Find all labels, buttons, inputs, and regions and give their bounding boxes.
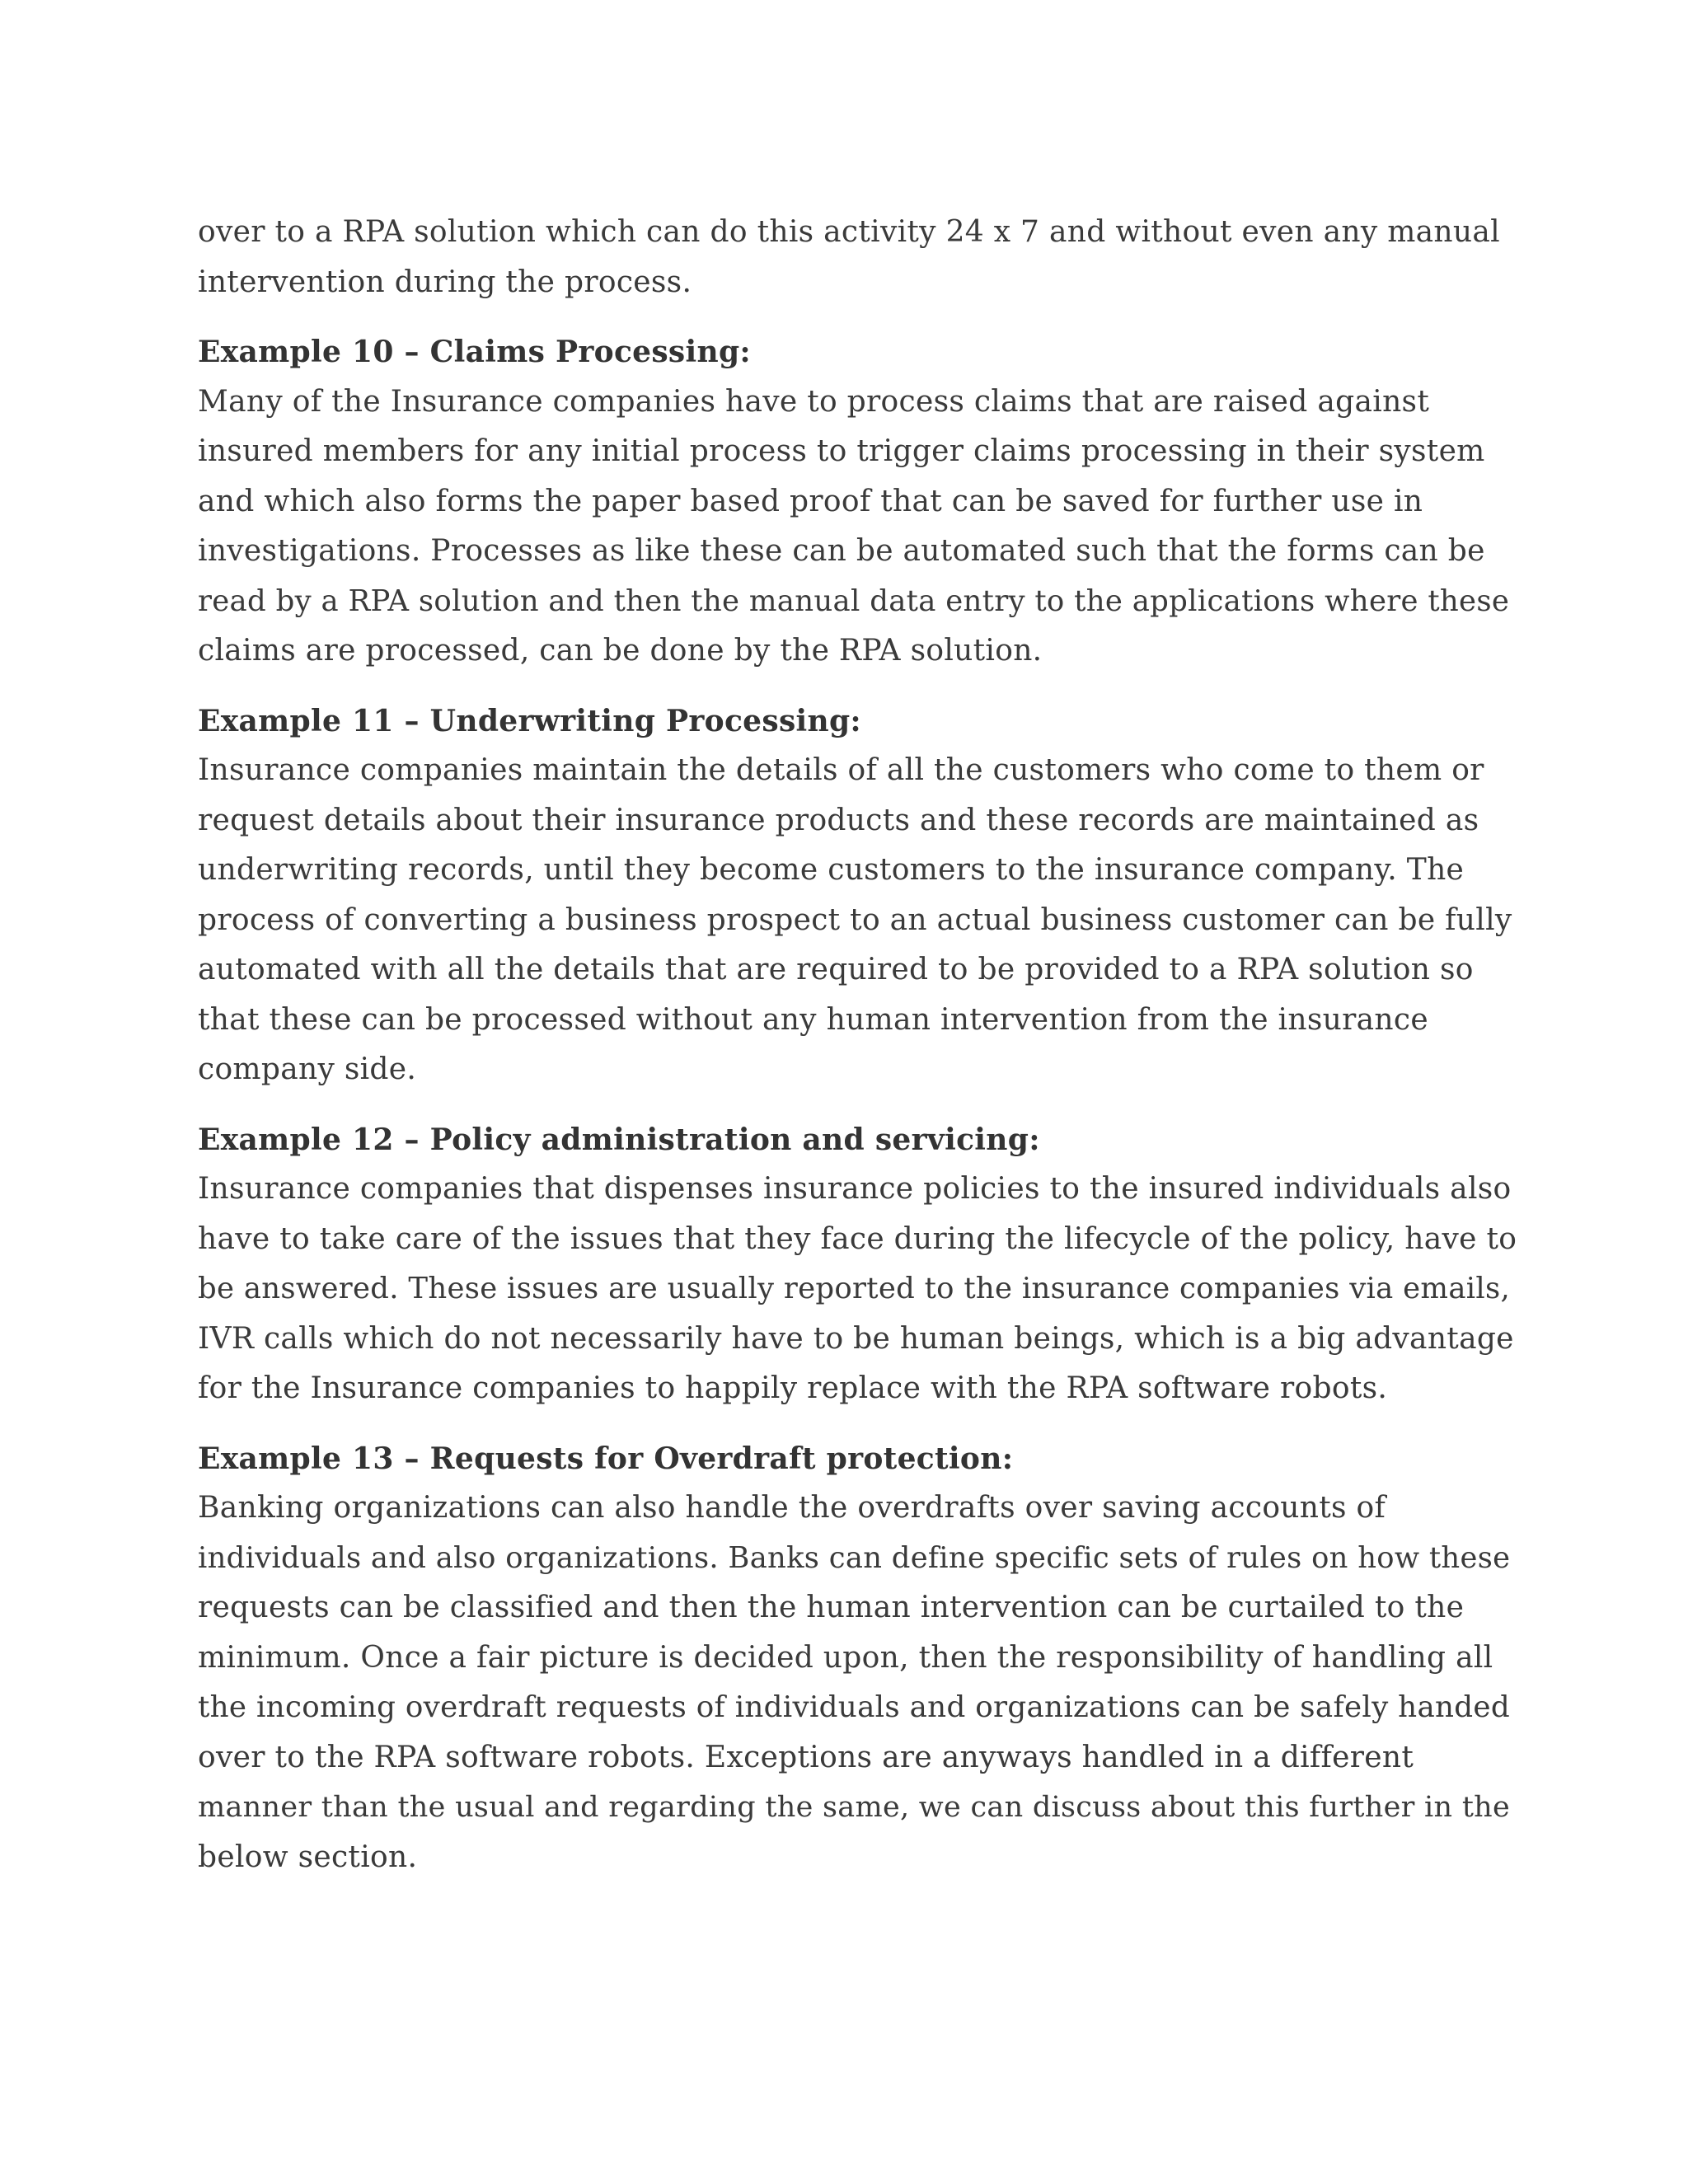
- paragraph-line: investigations. Processes as like these can be automated such that the forms can be: [198, 534, 1485, 568]
- paragraph-line: for the Insurance companies to happily replace with the RPA software robots.: [198, 1371, 1388, 1405]
- paragraph-line: underwriting records, until they become customers to the insurance company. The: [198, 853, 1465, 887]
- document-page: [198, 208, 1517, 1882]
- paragraph-line: read by a RPA solution and then the manual data entry to the applications where these: [198, 583, 1510, 618]
- section-overdraft-protection: [198, 1434, 1517, 1883]
- paragraph-line: Many of the Insurance companies have to process claims that are raised against: [198, 384, 1430, 419]
- paragraph-line: claims are processed, can be done by the RPA solution.: [198, 634, 1043, 668]
- paragraph-line: intervention during the process.: [198, 265, 692, 299]
- paragraph-line: requests can be classified and then the human intervention can be curtailed to the: [198, 1591, 1465, 1624]
- paragraph-line: process of converting a business prospect to an actual business customer can be fully: [198, 902, 1512, 937]
- intro-paragraph: [198, 208, 1517, 307]
- paragraph-line: automated with all the details that are required to be provided to a RPA solution so: [198, 953, 1474, 987]
- paragraph-line: below section.: [198, 1840, 418, 1874]
- section-heading: Example 12 – Policy administration and servicing:: [198, 1122, 1040, 1157]
- paragraph-line: over to a RPA solution which can do this activity 24 x 7 and without even any manual: [198, 215, 1500, 249]
- paragraph-line: IVR calls which do not necessarily have to be human beings, which is a big advantage: [198, 1321, 1514, 1356]
- paragraph-line: the incoming overdraft requests of individuals and organizations can be safely handed: [198, 1690, 1510, 1724]
- paragraph-line: individuals and also organizations. Banks can define specific sets of rules on how these: [198, 1540, 1511, 1575]
- paragraph-line: have to take care of the issues that they face during the lifecycle of the policy, have to: [198, 1221, 1517, 1256]
- section-policy-administration: [198, 1115, 1517, 1414]
- section-heading: Example 11 – Underwriting Processing:: [198, 703, 862, 738]
- section-underwriting-processing: [198, 696, 1517, 1095]
- paragraph-line: minimum. Once a fair picture is decided upon, then the responsibility of handling all: [198, 1640, 1493, 1675]
- paragraph-line: Insurance companies maintain the details of all the customers who come to them or: [198, 753, 1484, 787]
- paragraph-line: Banking organizations can also handle the overdrafts over saving accounts of: [198, 1491, 1386, 1525]
- section-heading: Example 10 – Claims Processing:: [198, 335, 752, 369]
- paragraph-line: be answered. These issues are usually reported to the insurance companies via emails,: [198, 1272, 1511, 1305]
- section-claims-processing: [198, 327, 1517, 677]
- paragraph-line: request details about their insurance products and these records are maintained as: [198, 803, 1479, 837]
- paragraph-line: insured members for any initial process to trigger claims processing in their system: [198, 434, 1485, 468]
- paragraph-line: over to the RPA software robots. Exceptions are anyways handled in a different: [198, 1740, 1414, 1774]
- paragraph-line: Insurance companies that dispenses insurance policies to the insured individuals also: [198, 1172, 1512, 1206]
- paragraph-line: that these can be processed without any human intervention from the insurance: [198, 1002, 1428, 1037]
- paragraph-line: company side.: [198, 1052, 417, 1086]
- section-heading: Example 13 – Requests for Overdraft protection:: [198, 1441, 1014, 1476]
- paragraph-line: and which also forms the paper based proof that can be saved for further use in: [198, 484, 1423, 518]
- paragraph-line: manner than the usual and regarding the same, we can discuss about this further in the: [198, 1791, 1511, 1824]
